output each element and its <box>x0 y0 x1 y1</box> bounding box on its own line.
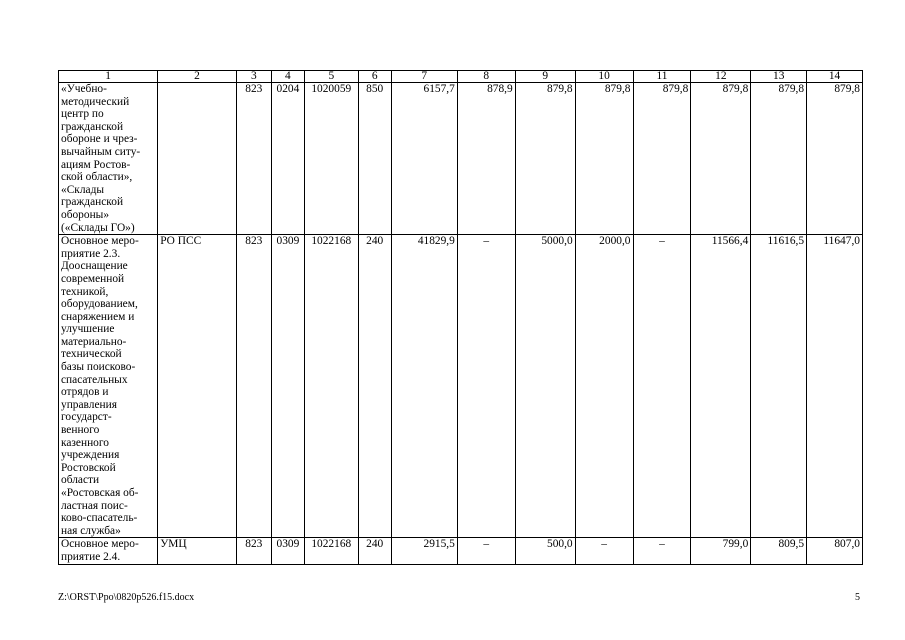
value-cell-12: 879,8 <box>691 83 751 235</box>
row-name: Основное меро- приятие 2.4. <box>61 538 139 563</box>
vr-cell: 850 <box>358 83 391 235</box>
table-row <box>59 235 863 538</box>
value-cell-8: – <box>457 235 515 538</box>
value-cell-12: 11566,4 <box>691 235 751 538</box>
col-header-8: 8 <box>457 71 515 83</box>
col-header-11: 11 <box>633 71 691 83</box>
header-row <box>59 71 863 83</box>
value-cell-10: – <box>575 538 633 564</box>
col-header-12: 12 <box>691 71 751 83</box>
value-cell-9: 500,0 <box>515 538 575 564</box>
value-cell-11: – <box>633 235 691 538</box>
value-cell-10: 879,8 <box>575 83 633 235</box>
value-cell-7: 6157,7 <box>391 83 457 235</box>
col-header-14: 14 <box>807 71 863 83</box>
budget-table <box>58 70 863 565</box>
csr-cell: 1020059 <box>304 83 358 235</box>
value-cell-12: 799,0 <box>691 538 751 564</box>
executor-cell <box>158 83 237 235</box>
vr-cell: 240 <box>358 235 391 538</box>
col-header-5: 5 <box>304 71 358 83</box>
value-cell-11: – <box>633 538 691 564</box>
row-name-cell <box>59 538 158 564</box>
table-row <box>59 538 863 564</box>
page-number: 5 <box>855 592 860 603</box>
value-cell-14: 11647,0 <box>807 235 863 538</box>
table-row <box>59 83 863 235</box>
row-name: Основное меро- приятие 2.3. Дооснащение современной техникой, оборудованием, снаряжением и улучшение материально- технической базы поисково- спасательных отрядов и управления государст- венного казенного учреждения Ростовской области «Ростовская об- ластная поис- ково-спасатель- ная служба» <box>61 235 139 537</box>
value-cell-10: 2000,0 <box>575 235 633 538</box>
value-cell-14: 807,0 <box>807 538 863 564</box>
grbs-cell: 823 <box>236 235 271 538</box>
value-cell-9: 879,8 <box>515 83 575 235</box>
value-cell-13: 11616,5 <box>751 235 807 538</box>
col-header-3: 3 <box>236 71 271 83</box>
rzpr-cell: 0309 <box>271 235 304 538</box>
col-header-2: 2 <box>158 71 237 83</box>
row-name: «Учебно- методический центр по гражданской обороне и чрез- вычайным ситу- ациям Ростов- ской области», «Склады гражданской обороны» («Склады ГО») <box>61 83 141 234</box>
executor-cell: УМЦ <box>158 538 237 564</box>
value-cell-14: 879,8 <box>807 83 863 235</box>
value-cell-13: 809,5 <box>751 538 807 564</box>
csr-cell: 1022168 <box>304 538 358 564</box>
col-header-1: 1 <box>59 71 158 83</box>
grbs-cell: 823 <box>236 83 271 235</box>
col-header-9: 9 <box>515 71 575 83</box>
col-header-10: 10 <box>575 71 633 83</box>
csr-cell: 1022168 <box>304 235 358 538</box>
value-cell-8: 878,9 <box>457 83 515 235</box>
col-header-13: 13 <box>751 71 807 83</box>
row-name-cell <box>59 235 158 538</box>
rzpr-cell: 0204 <box>271 83 304 235</box>
footer-file-path: Z:\ORST\Ppo\0820p526.f15.docx <box>58 592 195 603</box>
value-cell-13: 879,8 <box>751 83 807 235</box>
value-cell-8: – <box>457 538 515 564</box>
col-header-6: 6 <box>358 71 391 83</box>
rzpr-cell: 0309 <box>271 538 304 564</box>
value-cell-9: 5000,0 <box>515 235 575 538</box>
value-cell-7: 2915,5 <box>391 538 457 564</box>
executor-cell: РО ПСС <box>158 235 237 538</box>
value-cell-7: 41829,9 <box>391 235 457 538</box>
col-header-7: 7 <box>391 71 457 83</box>
grbs-cell: 823 <box>236 538 271 564</box>
value-cell-11: 879,8 <box>633 83 691 235</box>
row-name-cell <box>59 83 158 235</box>
col-header-4: 4 <box>271 71 304 83</box>
vr-cell: 240 <box>358 538 391 564</box>
